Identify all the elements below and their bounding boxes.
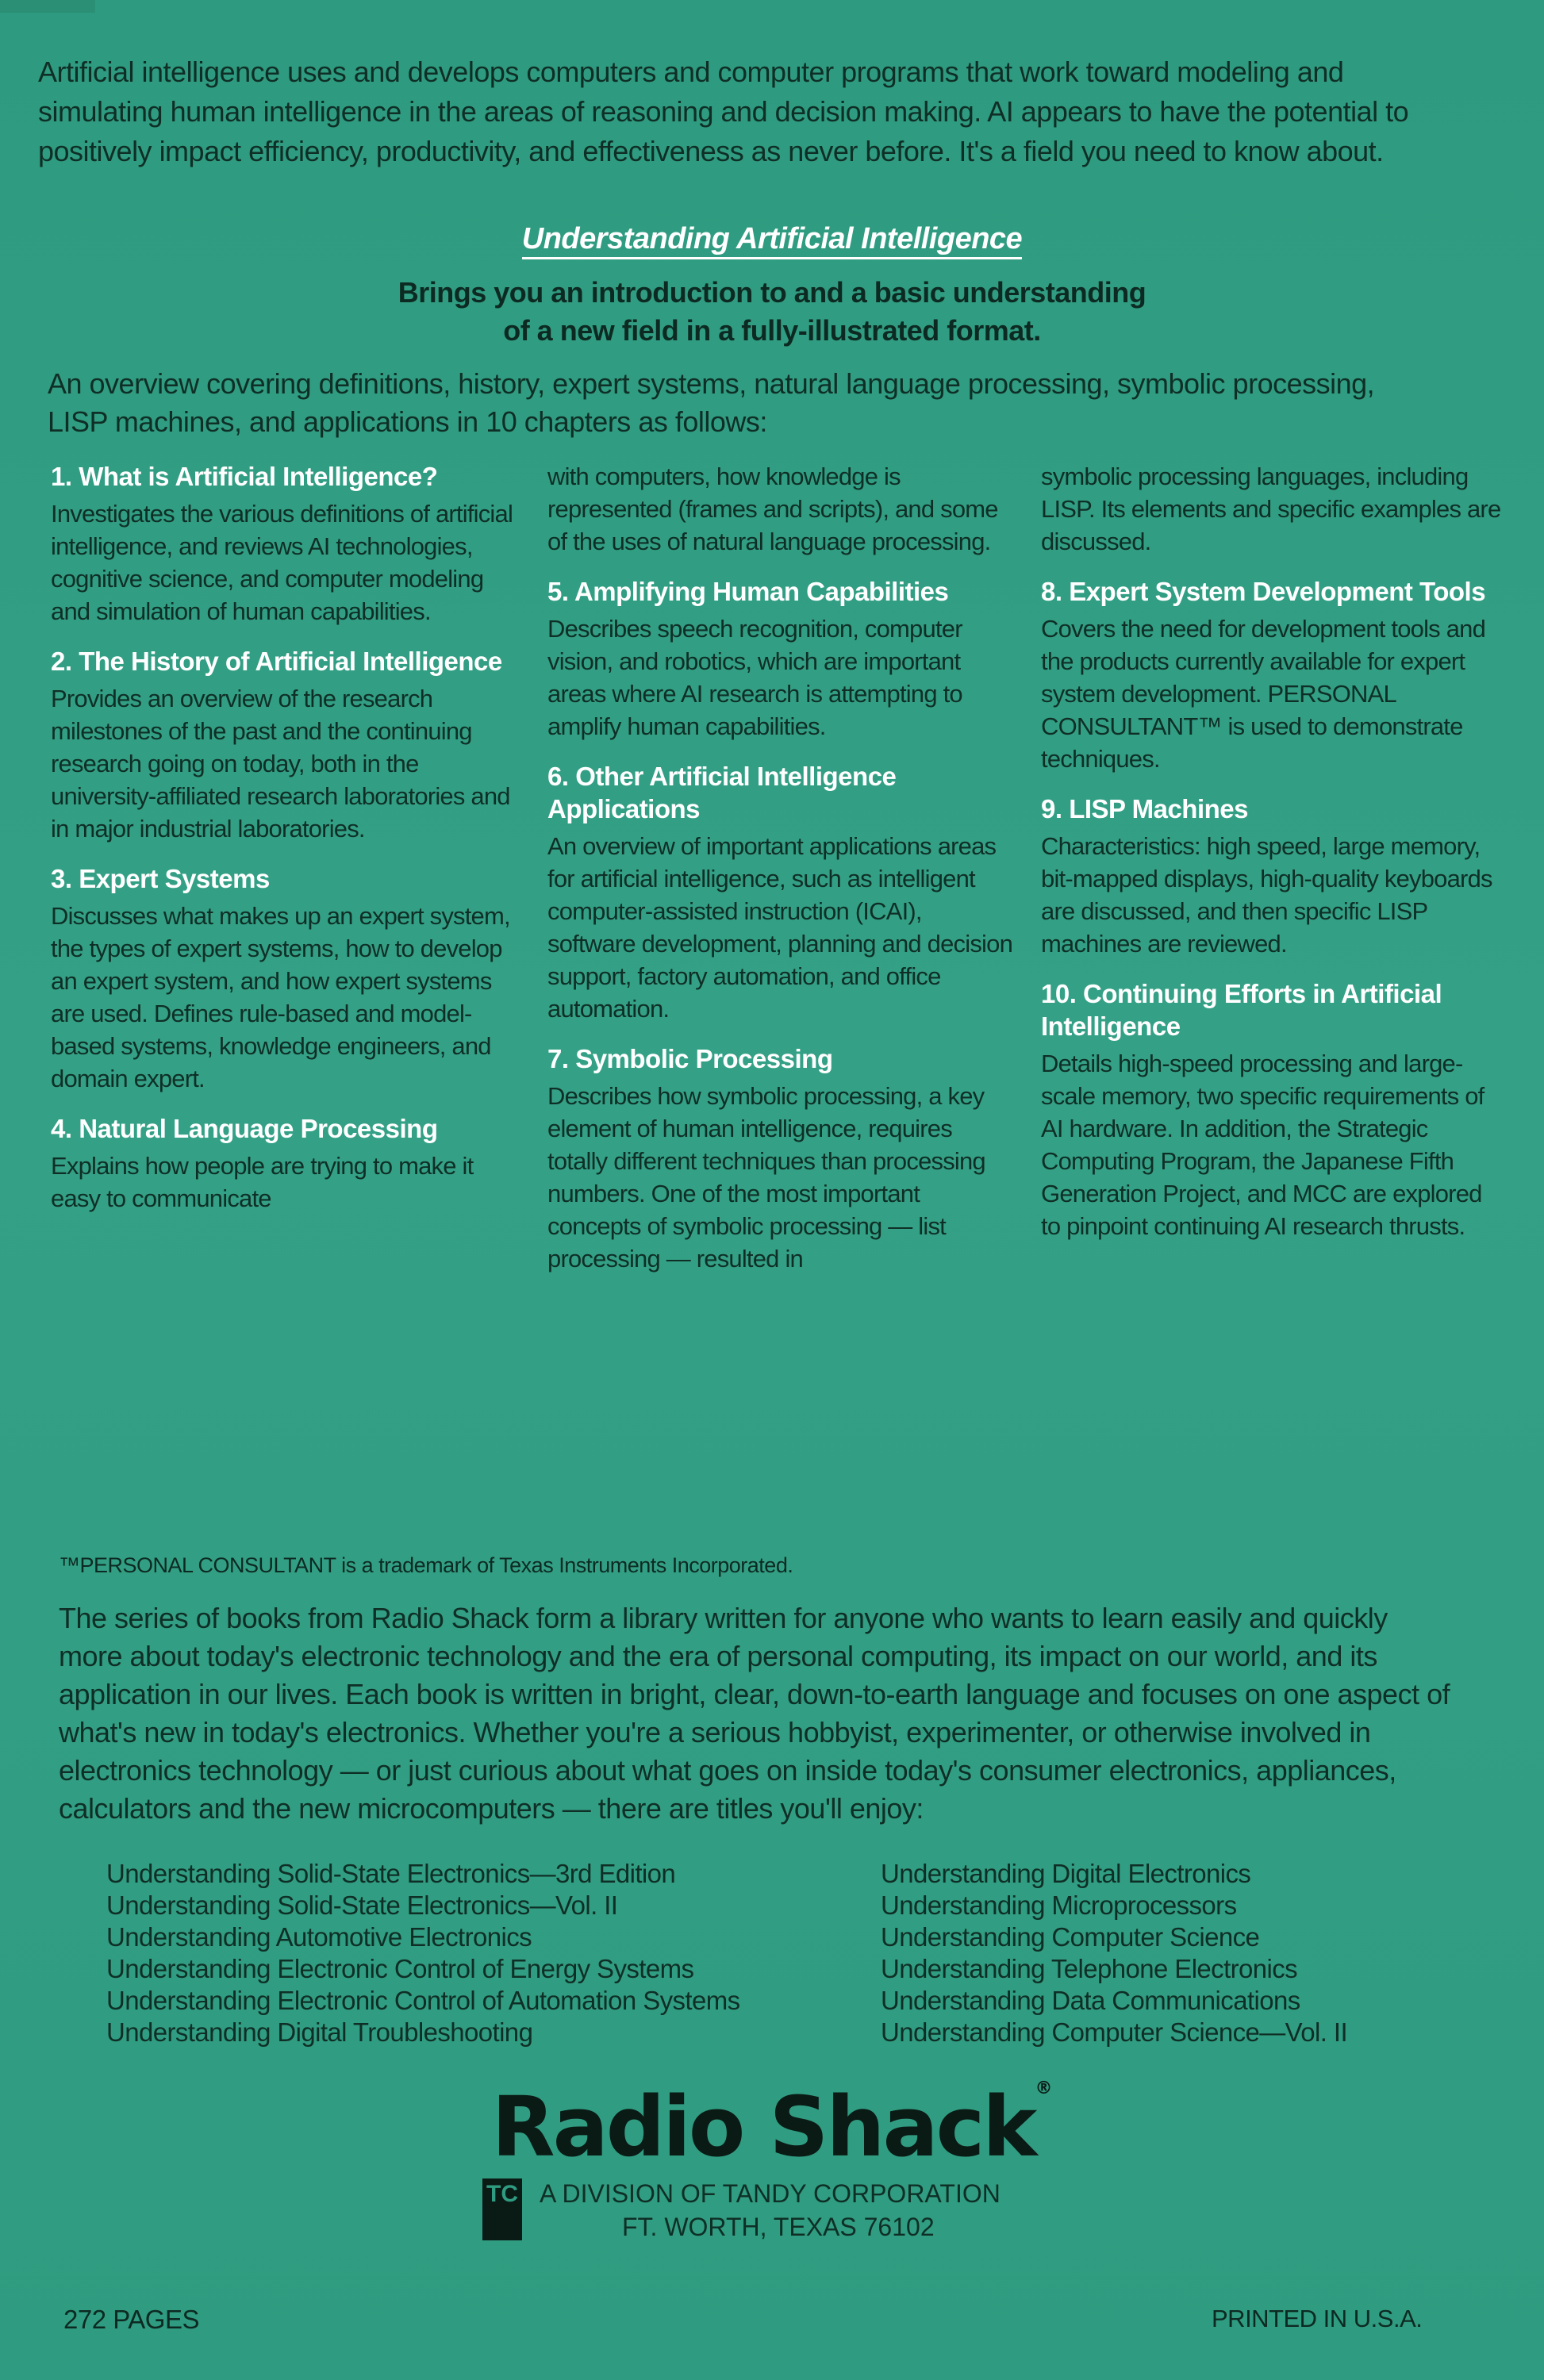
chapter-title: 4. Natural Language Processing [51, 1114, 438, 1143]
series-title: Understanding Digital Troubleshooting [106, 2017, 533, 2047]
book-title: Understanding Artificial Intelligence [522, 222, 1022, 259]
chapter-title: 1. What is Artificial Intelligence? [51, 462, 438, 491]
chapter-title: 8. Expert System Development Tools [1041, 577, 1486, 606]
chapter-3 [51, 862, 519, 1095]
series-title: Understanding Microprocessors [881, 1891, 1237, 1920]
logo-wordmark: Radio Shack [491, 2079, 1035, 2175]
tandy-corporation-icon: TC [482, 2178, 522, 2240]
series-title: Understanding Electronic Control of Automation Systems [106, 1986, 740, 2015]
chapter-description: Describes speech recognition, computer vision, and robotics, which are important areas where AI research is attempting to amplify human capabilities. [547, 615, 962, 740]
chapter-description: An overview of important applications areas for artificial intelligence, such as intelligent computer-assisted instruction (ICAI), software development, planning and decision support, factory automation, and office automation. [547, 832, 1013, 1023]
series-paragraph: The series of books from Radio Shack form a library written for anyone who wants to learn easily and quickly more about today's electronic technology and the era of personal computing, its impact on our world, and its application in our lives. Each book is written in bright, clear, down-to-earth language and focuses on one aspect of what's new in today's electronics. Whether you're a serious hobbyist, experimenter, or otherwise involved in electronics technology — or just curious about what goes on inside today's consumer electronics, appliances, calculators and the new microcomputers — there are titles you'll enjoy: [59, 1602, 1450, 1825]
chapters-column-3 [1041, 460, 1501, 1260]
series-title: Understanding Computer Science [881, 1922, 1260, 1952]
chapter-2 [51, 645, 519, 845]
division-line-2: FT. WORTH, TEXAS 76102 [622, 2213, 935, 2241]
series-title: Understanding Solid-State Electronics—3rd Edition [106, 1859, 676, 1888]
series-titles-right [881, 1858, 1515, 2048]
page-count: 272 PAGES [63, 2305, 199, 2334]
chapter-title: 9. LISP Machines [1041, 794, 1248, 823]
chapter-8 [1041, 575, 1501, 775]
chapter-5 [547, 575, 1016, 743]
chapter-description: Describes how symbolic processing, a key element of human intelligence, requires totally different techniques than processing numbers. One of the most important concepts of symbolic processing — list processing — resulted in [547, 1082, 985, 1273]
trademark-notice: ™PERSONAL CONSULTANT is a trademark of Texas Instruments Incorporated. [59, 1553, 793, 1577]
chapter-description: Investigates the various definitions of artificial intelligence, and reviews AI technologies, cognitive science, and computer modeling and simulation of human capabilities. [51, 500, 513, 625]
subtitle-line-2: of a new field in a fully-illustrated format. [503, 314, 1041, 347]
chapter-4-continued [547, 460, 1016, 558]
series-titles-left [106, 1858, 836, 2048]
chapter-description: Provides an overview of the research milestones of the past and the continuing research going on today, both in the university-affiliated research laboratories and in major industrial laboratories. [51, 685, 510, 843]
subtitle-line-1: Brings you an introduction to and a basic understanding [398, 276, 1146, 309]
chapter-description: Details high-speed processing and large-scale memory, two specific requirements of AI hardware. In addition, the Strategic Computing Program, the Japanese Fifth Generation Project, and MCC are explored to pinpoint continuing AI research thrusts. [1041, 1050, 1484, 1240]
division-line-1: A DIVISION OF TANDY CORPORATION [540, 2179, 1001, 2208]
chapters-column-1 [51, 460, 519, 1232]
series-title: Understanding Electronic Control of Energy Systems [106, 1954, 694, 1983]
chapter-description: Covers the need for development tools and the products currently available for expert system development. PERSONAL CONSULTANT™ is used to demonstrate techniques. [1041, 615, 1486, 773]
printed-in: PRINTED IN U.S.A. [1212, 2305, 1423, 2332]
chapter-6 [547, 760, 1016, 1025]
radio-shack-logo [0, 2079, 1544, 2175]
registered-mark: ® [1035, 2079, 1053, 2098]
intro-paragraph: Artificial intelligence uses and develops computers and computer programs that work toward modeling and simulating human intelligence in the areas of reasoning and decision making. AI appears to have the potential to positively impact efficiency, productivity, and effectiveness as never before. It's a field you need to know about. [38, 56, 1409, 167]
chapter-4 [51, 1112, 519, 1215]
chapter-description: Characteristics: high speed, large memory, bit-mapped displays, high-quality keyboards are discussed, and then specific LISP machines are reviewed. [1041, 832, 1492, 958]
series-title: Understanding Computer Science—Vol. II [881, 2017, 1348, 2047]
chapter-description-continued: with computers, how knowledge is represented (frames and scripts), and some of the uses of natural language processing. [547, 463, 998, 555]
chapter-10 [1041, 977, 1501, 1242]
chapter-7 [547, 1042, 1016, 1275]
chapter-title: 5. Amplifying Human Capabilities [547, 577, 949, 606]
division-info [540, 2177, 1095, 2244]
chapter-1 [51, 460, 519, 628]
chapter-title: 10. Continuing Efforts in Artificial Intelligence [1041, 979, 1442, 1041]
book-title-line [0, 222, 1544, 256]
chapter-title: 2. The History of Artificial Intelligence [51, 647, 502, 676]
overview-paragraph: An overview covering definitions, history, expert systems, natural language processing, symbolic processing, LISP machines, and applications in 10 chapters as follows: [48, 367, 1375, 438]
series-title: Understanding Data Communications [881, 1986, 1300, 2015]
chapter-title: 7. Symbolic Processing [547, 1044, 833, 1073]
series-title: Understanding Automotive Electronics [106, 1922, 532, 1952]
series-title: Understanding Telephone Electronics [881, 1954, 1298, 1983]
chapter-7-continued [1041, 460, 1501, 558]
series-title: Understanding Digital Electronics [881, 1859, 1251, 1888]
chapter-title: 6. Other Artificial Intelligence Applications [547, 762, 897, 823]
chapter-description: Discusses what makes up an expert system, the types of expert systems, how to develop an expert system, and how expert systems are used. Defines rule-based and model-based systems, knowledge engineers, and domain expert. [51, 902, 510, 1092]
chapters-column-2 [547, 460, 1016, 1292]
chapter-title: 3. Expert Systems [51, 864, 270, 893]
chapter-description-continued: symbolic processing languages, including LISP. Its elements and specific examples are discussed. [1041, 463, 1501, 555]
chapter-9 [1041, 793, 1501, 960]
cover-corner-shadow [0, 0, 95, 13]
chapter-description: Explains how people are trying to make it easy to communicate [51, 1152, 474, 1212]
series-title: Understanding Solid-State Electronics—Vol. II [106, 1891, 618, 1920]
subtitle [0, 274, 1544, 350]
